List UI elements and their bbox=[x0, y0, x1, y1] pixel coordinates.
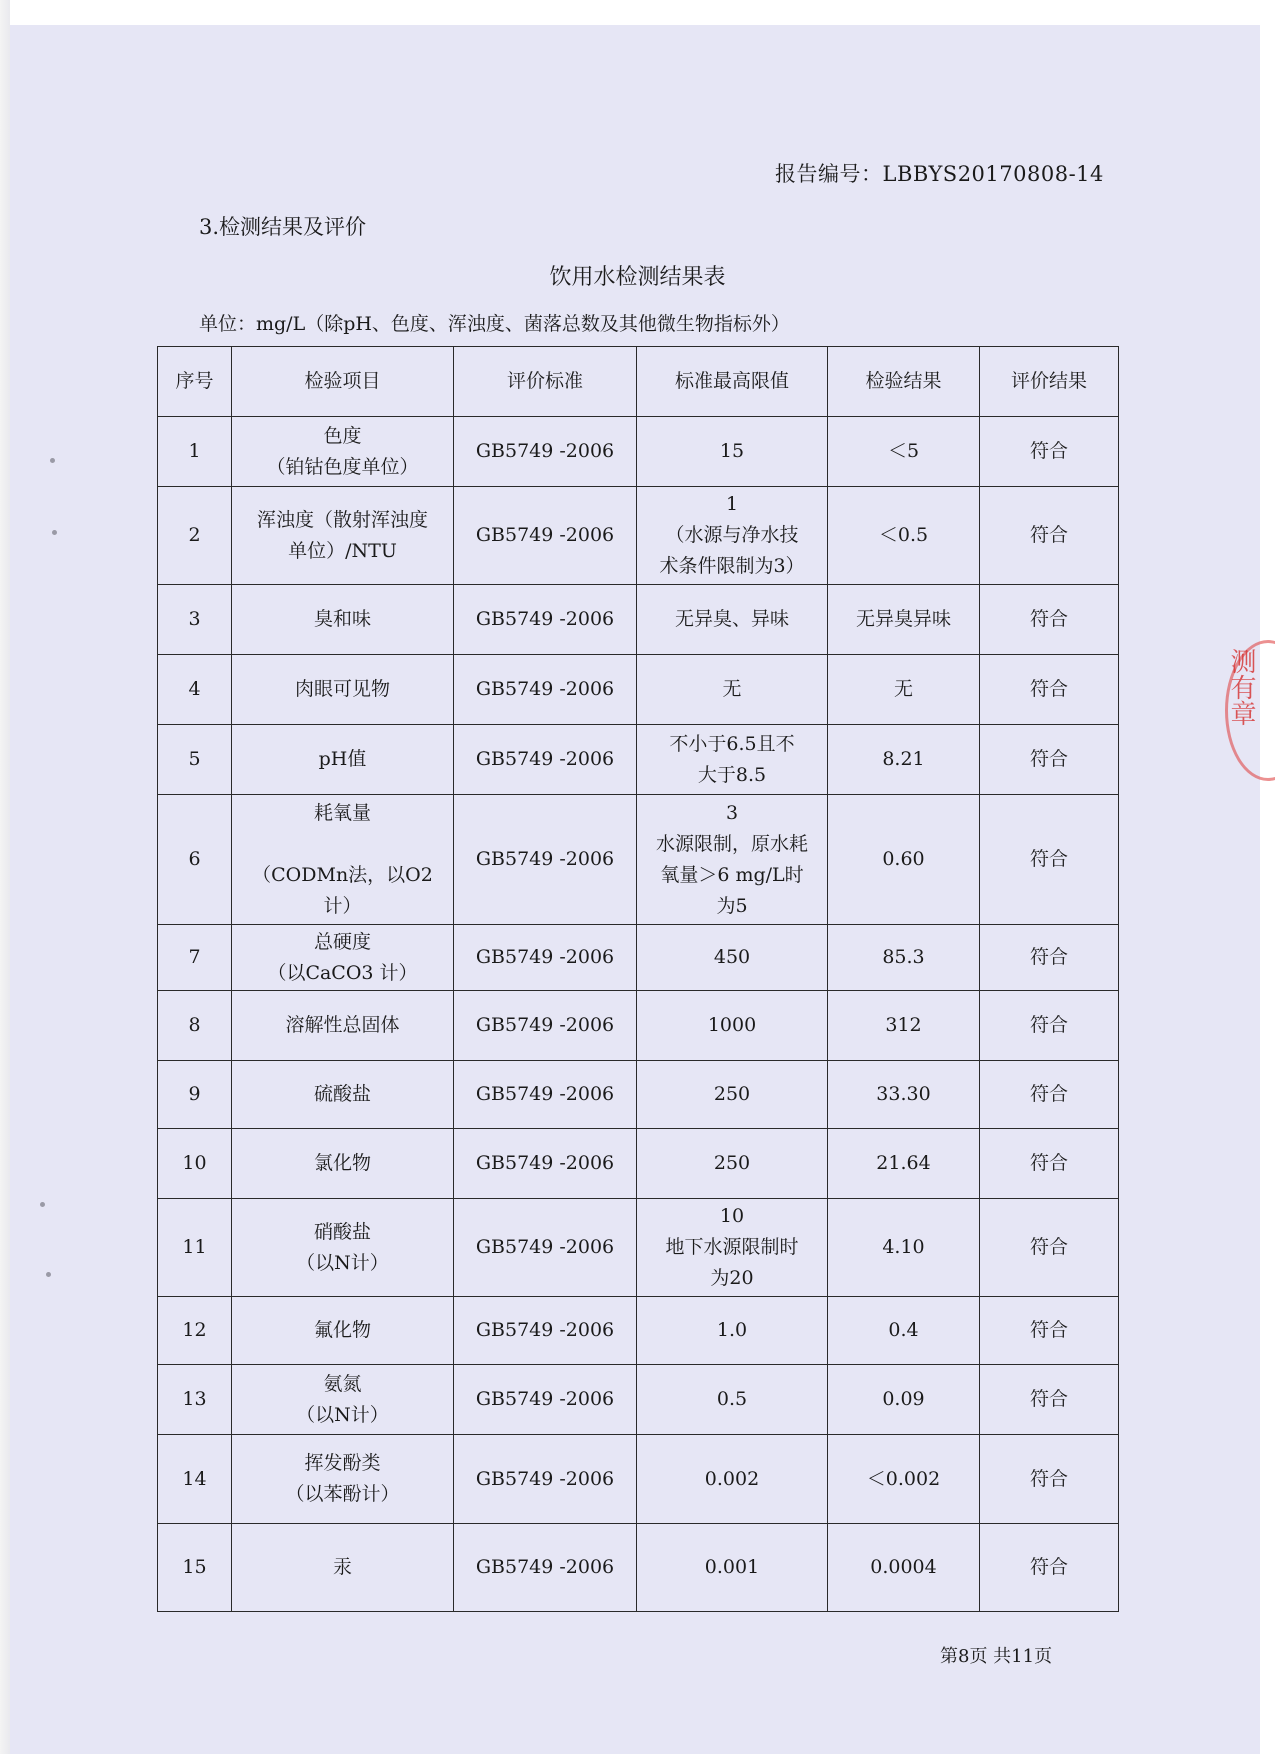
table-row bbox=[158, 585, 1119, 655]
cell-no: 10 bbox=[158, 1129, 232, 1199]
cell-result: 312 bbox=[828, 991, 980, 1061]
cell-result: 4.10 bbox=[828, 1199, 980, 1297]
cell-evaluation: 符合 bbox=[980, 585, 1119, 655]
table-row bbox=[158, 1129, 1119, 1199]
cell-limit: 10 地下水源限制时 为20 bbox=[637, 1199, 828, 1297]
cell-evaluation: 符合 bbox=[980, 725, 1119, 795]
cell-item: 硝酸盐 （以N计） bbox=[232, 1199, 454, 1297]
cell-result: 无异臭异味 bbox=[828, 585, 980, 655]
cell-no: 2 bbox=[158, 487, 232, 585]
cell-result: ＜5 bbox=[828, 417, 980, 487]
cell-no: 3 bbox=[158, 585, 232, 655]
cell-item: 色度 （铂钴色度单位） bbox=[232, 417, 454, 487]
cell-item: 肉眼可见物 bbox=[232, 655, 454, 725]
cell-limit: 1.0 bbox=[637, 1297, 828, 1365]
cell-standard: GB5749 -2006 bbox=[454, 1129, 637, 1199]
cell-result: ＜0.002 bbox=[828, 1435, 980, 1524]
cell-result: 0.4 bbox=[828, 1297, 980, 1365]
cell-evaluation: 符合 bbox=[980, 1365, 1119, 1435]
cell-no: 9 bbox=[158, 1061, 232, 1129]
cell-result: 8.21 bbox=[828, 725, 980, 795]
cell-no: 6 bbox=[158, 795, 232, 925]
punch-hole-mark bbox=[46, 1272, 51, 1277]
cell-result: 0.09 bbox=[828, 1365, 980, 1435]
cell-evaluation: 符合 bbox=[980, 1297, 1119, 1365]
cell-limit: 450 bbox=[637, 925, 828, 991]
cell-result: 0.0004 bbox=[828, 1524, 980, 1612]
cell-limit: 0.5 bbox=[637, 1365, 828, 1435]
table-row bbox=[158, 1061, 1119, 1129]
header-limit: 标准最高限值 bbox=[637, 347, 828, 417]
cell-item: 硫酸盐 bbox=[232, 1061, 454, 1129]
cell-standard: GB5749 -2006 bbox=[454, 795, 637, 925]
cell-standard: GB5749 -2006 bbox=[454, 1435, 637, 1524]
table-row bbox=[158, 1524, 1119, 1612]
cell-limit: 0.001 bbox=[637, 1524, 828, 1612]
table-row bbox=[158, 655, 1119, 725]
cell-limit: 250 bbox=[637, 1061, 828, 1129]
cell-item: pH值 bbox=[232, 725, 454, 795]
table-row bbox=[158, 1435, 1119, 1524]
punch-hole-mark bbox=[40, 1202, 45, 1207]
cell-no: 12 bbox=[158, 1297, 232, 1365]
cell-evaluation: 符合 bbox=[980, 1061, 1119, 1129]
table-row bbox=[158, 487, 1119, 585]
cell-standard: GB5749 -2006 bbox=[454, 925, 637, 991]
cell-no: 11 bbox=[158, 1199, 232, 1297]
header-standard: 评价标准 bbox=[454, 347, 637, 417]
punch-hole-mark bbox=[50, 458, 55, 463]
table-row bbox=[158, 725, 1119, 795]
cell-limit: 无 bbox=[637, 655, 828, 725]
cell-item: 臭和味 bbox=[232, 585, 454, 655]
cell-standard: GB5749 -2006 bbox=[454, 585, 637, 655]
cell-item: 耗氧量 （CODMn法，以O2计） bbox=[232, 795, 454, 925]
cell-evaluation: 符合 bbox=[980, 417, 1119, 487]
cell-result: 33.30 bbox=[828, 1061, 980, 1129]
cell-result: 0.60 bbox=[828, 795, 980, 925]
cell-evaluation: 符合 bbox=[980, 795, 1119, 925]
punch-hole-mark bbox=[52, 530, 57, 535]
cell-evaluation: 符合 bbox=[980, 925, 1119, 991]
cell-standard: GB5749 -2006 bbox=[454, 1524, 637, 1612]
cell-evaluation: 符合 bbox=[980, 487, 1119, 585]
cell-limit: 250 bbox=[637, 1129, 828, 1199]
table-title: 饮用水检测结果表 bbox=[549, 265, 726, 290]
cell-no: 8 bbox=[158, 991, 232, 1061]
results-table bbox=[157, 346, 1119, 1612]
cell-result: 21.64 bbox=[828, 1129, 980, 1199]
cell-no: 4 bbox=[158, 655, 232, 725]
cell-result: ＜0.5 bbox=[828, 487, 980, 585]
cell-standard: GB5749 -2006 bbox=[454, 1365, 637, 1435]
cell-no: 15 bbox=[158, 1524, 232, 1612]
cell-standard: GB5749 -2006 bbox=[454, 1061, 637, 1129]
table-row bbox=[158, 1365, 1119, 1435]
cell-item: 溶解性总固体 bbox=[232, 991, 454, 1061]
cell-limit: 3 水源限制，原水耗 氧量＞6 mg/L时 为5 bbox=[637, 795, 828, 925]
cell-item: 氯化物 bbox=[232, 1129, 454, 1199]
cell-item: 总硬度 （以CaCO3 计） bbox=[232, 925, 454, 991]
cell-item: 氟化物 bbox=[232, 1297, 454, 1365]
table-row bbox=[158, 925, 1119, 991]
cell-limit: 不小于6.5且不 大于8.5 bbox=[637, 725, 828, 795]
cell-no: 1 bbox=[158, 417, 232, 487]
cell-no: 13 bbox=[158, 1365, 232, 1435]
page-footer: 第8页 共11页 bbox=[940, 1646, 1053, 1667]
cell-result: 85.3 bbox=[828, 925, 980, 991]
cell-item: 氨氮 （以N计） bbox=[232, 1365, 454, 1435]
cell-standard: GB5749 -2006 bbox=[454, 655, 637, 725]
cell-result: 无 bbox=[828, 655, 980, 725]
cell-standard: GB5749 -2006 bbox=[454, 417, 637, 487]
header-evaluation: 评价结果 bbox=[980, 347, 1119, 417]
unit-note: 单位：mg/L（除pH、色度、浑浊度、菌落总数及其他微生物指标外） bbox=[199, 313, 790, 335]
table-row bbox=[158, 417, 1119, 487]
cell-limit: 15 bbox=[637, 417, 828, 487]
section-title: 3.检测结果及评价 bbox=[199, 215, 367, 239]
table-row bbox=[158, 1297, 1119, 1365]
cell-no: 5 bbox=[158, 725, 232, 795]
cell-standard: GB5749 -2006 bbox=[454, 725, 637, 795]
cell-standard: GB5749 -2006 bbox=[454, 991, 637, 1061]
cell-standard: GB5749 -2006 bbox=[454, 1297, 637, 1365]
cell-limit: 1 （水源与净水技 术条件限制为3） bbox=[637, 487, 828, 585]
report-number: 报告编号：LBBYS20170808-14 bbox=[775, 162, 1104, 186]
cell-standard: GB5749 -2006 bbox=[454, 487, 637, 585]
header-no: 序号 bbox=[158, 347, 232, 417]
cell-no: 14 bbox=[158, 1435, 232, 1524]
cell-no: 7 bbox=[158, 925, 232, 991]
table-row bbox=[158, 795, 1119, 925]
cell-standard: GB5749 -2006 bbox=[454, 1199, 637, 1297]
cell-evaluation: 符合 bbox=[980, 991, 1119, 1061]
cell-item: 挥发酚类 （以苯酚计） bbox=[232, 1435, 454, 1524]
header-item: 检验项目 bbox=[232, 347, 454, 417]
cell-limit: 1000 bbox=[637, 991, 828, 1061]
table-header-row bbox=[158, 347, 1119, 417]
cell-limit: 0.002 bbox=[637, 1435, 828, 1524]
cell-evaluation: 符合 bbox=[980, 655, 1119, 725]
table-row bbox=[158, 991, 1119, 1061]
red-seal-text: 测有章 bbox=[1226, 648, 1256, 726]
cell-evaluation: 符合 bbox=[980, 1524, 1119, 1612]
cell-item: 浑浊度（散射浑浊度 单位）/NTU bbox=[232, 487, 454, 585]
table-row bbox=[158, 1199, 1119, 1297]
cell-evaluation: 符合 bbox=[980, 1129, 1119, 1199]
cell-evaluation: 符合 bbox=[980, 1199, 1119, 1297]
cell-limit: 无异臭、异味 bbox=[637, 585, 828, 655]
cell-item: 汞 bbox=[232, 1524, 454, 1612]
cell-evaluation: 符合 bbox=[980, 1435, 1119, 1524]
header-result: 检验结果 bbox=[828, 347, 980, 417]
